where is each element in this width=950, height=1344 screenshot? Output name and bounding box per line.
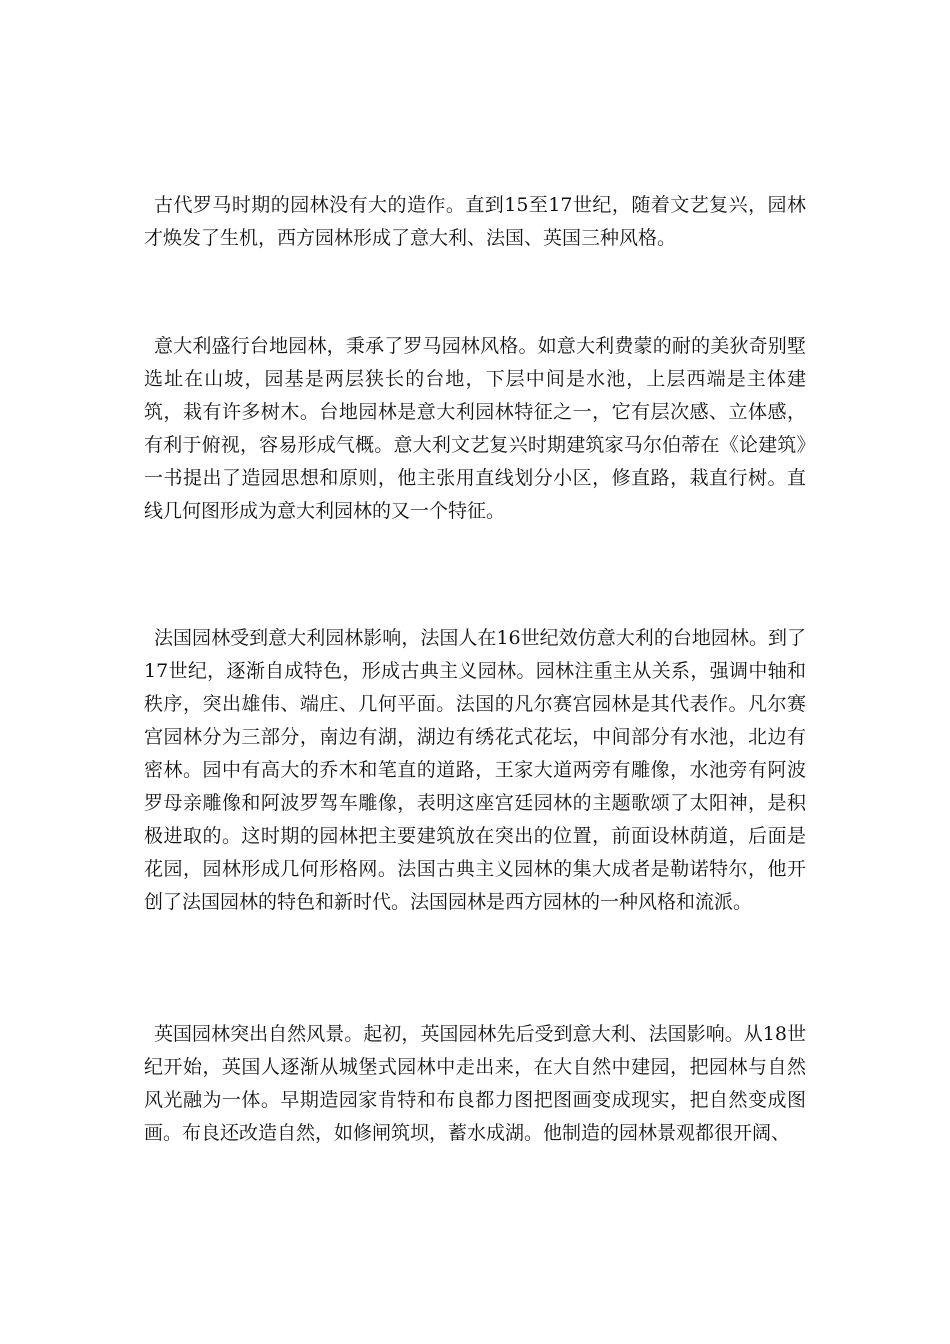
paragraph-french-gardens: 法国园林受到意大利园林影响，法国人在16世纪效仿意大利的台地园林。到了17世纪，逐渐自成特色，形成古典主义园林。园林注重主从关系，强调中轴和秩序，突出雄伟、端庄、几何平面。法国的凡尔赛宫园林是其代表作。凡尔赛宫园林分为三部分，南边有湖，湖边有绣花式花坛，中间部分有水池，北边有密林。园中有高大的乔木和笔直的道路，王家大道两旁有雕像，水池旁有阿波罗母亲雕像和阿波罗驾车雕像，表明这座宫廷园林的主题歌颂了太阳神，是积极进取的。这时期的园林把主要建筑放在突出的位置，前面设林荫道，后面是花园，园林形成几何形格网。法国古典主义园林的集大成者是勒诺特尔，他开创了法国园林的特色和新时代。法国园林是西方园林的一种风格和流派。 <box>144 627 806 913</box>
paragraph-italian-gardens: 意大利盛行台地园林，秉承了罗马园林风格。如意大利费蒙的耐的美狄奇别墅选址在山坡，园基是两层狭长的台地，下层中间是水池，上层西端是主体建筑，栽有许多树木。台地园林是意大利园林特征之一，它有层次感、立体感，有利于俯视，容易形成气概。意大利文艺复兴时期建筑家马尔伯蒂在《论建筑》一书提出了造园思想和原则，他主张用直线划分小区，修直路，栽直行树。直线几何图形成为意大利园林的又一个特征。 <box>144 335 806 522</box>
paragraph-english-gardens: 英国园林突出自然风景。起初，英国园林先后受到意大利、法国影响。从18世纪开始，英国人逐渐从城堡式园林中走出来，在大自然中建园，把园林与自然风光融为一体。早期造园家肯特和布良都力图把图画变成现实，把自然变成图画。布良还改造自然，如修闸筑坝，蓄水成湖。他制造的园林景观都很开阔、 <box>144 1023 806 1144</box>
paragraph-ancient-rome: 古代罗马时期的园林没有大的造作。直到15至17世纪，随着文艺复兴，园林才焕发了生机，西方园林形成了意大利、法国、英国三种风格。 <box>144 194 806 249</box>
